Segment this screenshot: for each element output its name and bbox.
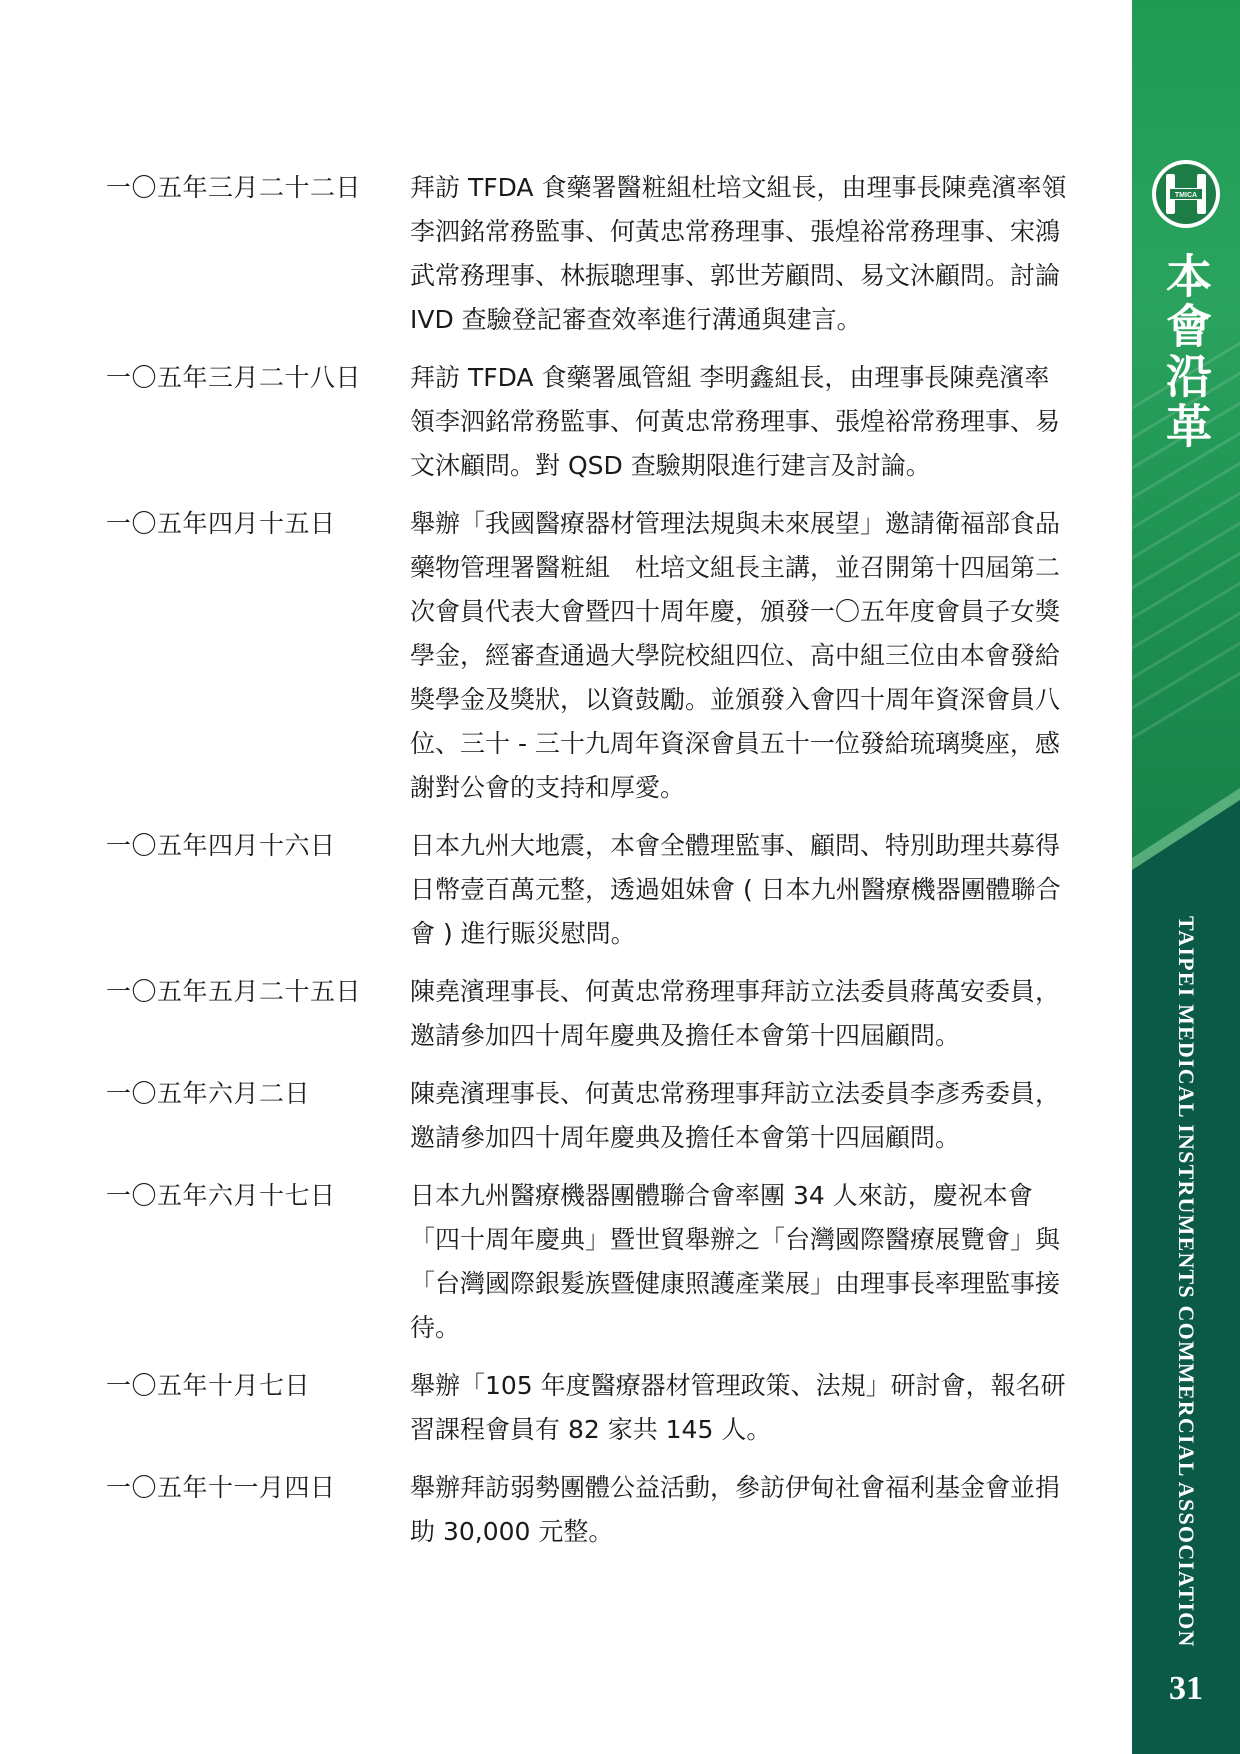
entry-date: 一〇五年十月七日: [106, 1371, 311, 1400]
association-name: TAIPEI MEDICAL INSTRUMENTS COMMERCIAL ASSOCIATION: [1174, 916, 1199, 1648]
entry-text: 舉辦拜訪弱勢團體公益活動，參訪伊甸社會福利基金會並捐 助 30,000 元整。: [410, 1473, 1061, 1546]
timeline-entry: [106, 356, 1078, 488]
timeline-entry: [106, 1174, 1078, 1350]
timeline-entry: [106, 970, 1078, 1058]
entry-date: 一〇五年四月十六日: [106, 831, 336, 860]
entry-text: 陳堯濱理事長、何黃忠常務理事拜訪立法委員蔣萬安委員， 邀請參加四十周年慶典及擔任本會第十四屆顧問。: [410, 977, 1061, 1050]
page-number: 31: [1169, 1670, 1203, 1707]
entry-text: 拜訪 TFDA 食藥署風管組 李明鑫組長，由理事長陳堯濱率 領李泗銘常務監事、何黃忠常務理事、張煌裕常務理事、易 文沐顧問。對 QSD 查驗期限進行建言及討論。: [410, 363, 1061, 480]
entry-text: 拜訪 TFDA 食藥署醫粧組杜培文組長，由理事長陳堯濱率領 李泗銘常務監事、何黃忠常務理事、張煌裕常務理事、宋鴻 武常務理事、林振聰理事、郭世芳顧問、易文沐顧問。討論 IVD 查驗登記審查效率進行溝通與建言。: [410, 173, 1067, 334]
entry-date: 一〇五年四月十五日: [106, 509, 336, 538]
entry-text: 舉辦「105 年度醫療器材管理政策、法規」研討會，報名研 習課程會員有 82 家共 145 人。: [410, 1371, 1066, 1444]
timeline-entry: [106, 1072, 1078, 1160]
entry-text: 舉辦「我國醫療器材管理法規與未來展望」邀請衛福部食品 藥物管理署醫粧組 杜培文組長主講，並召開第十四屆第二 次會員代表大會暨四十周年慶，頒發一〇五年度會員子女獎 學金，經審查通過大學院校組四位、高中組三位由本會發給 獎學金及獎狀，以資鼓勵。並頒發入會四十周年資深會員八 位、三十 - 三十九周年資深會員五十一位發給琉璃獎座，感 謝對公會的支持和厚愛。: [410, 509, 1061, 802]
entry-date: 一〇五年五月二十五日: [106, 977, 362, 1006]
timeline-entry: [106, 166, 1078, 342]
section-title: 本會沿革: [1159, 252, 1213, 452]
entry-date: 一〇五年三月二十八日: [106, 363, 362, 392]
entry-date: 一〇五年三月二十二日: [106, 173, 362, 202]
history-timeline: [106, 166, 1078, 1568]
entry-text: 日本九州大地震，本會全體理監事、顧問、特別助理共募得 日幣壹百萬元整，透過姐妹會 ( 日本九州醫療機器團體聯合 會 ) 進行賑災慰問。: [410, 831, 1061, 948]
entry-text: 陳堯濱理事長、何黃忠常務理事拜訪立法委員李彥秀委員， 邀請參加四十周年慶典及擔任本會第十四屆顧問。: [410, 1079, 1061, 1152]
entry-date: 一〇五年六月二日: [106, 1079, 311, 1108]
timeline-entry: [106, 1466, 1078, 1554]
entry-date: 一〇五年六月十七日: [106, 1181, 336, 1210]
logo-text: TMICA: [1174, 192, 1198, 199]
timeline-entry: [106, 824, 1078, 956]
timeline-entry: [106, 1364, 1078, 1452]
association-logo: [1150, 158, 1222, 230]
entry-text: 日本九州醫療機器團體聯合會率團 34 人來訪，慶祝本會 「四十周年慶典」暨世貿舉辦之「台灣國際醫療展覽會」與 「台灣國際銀髮族暨健康照護產業展」由理事長率理監事接 待。: [410, 1181, 1061, 1342]
sidebar-band: [1132, 0, 1240, 1754]
timeline-entry: [106, 502, 1078, 810]
entry-date: 一〇五年十一月四日: [106, 1473, 336, 1502]
